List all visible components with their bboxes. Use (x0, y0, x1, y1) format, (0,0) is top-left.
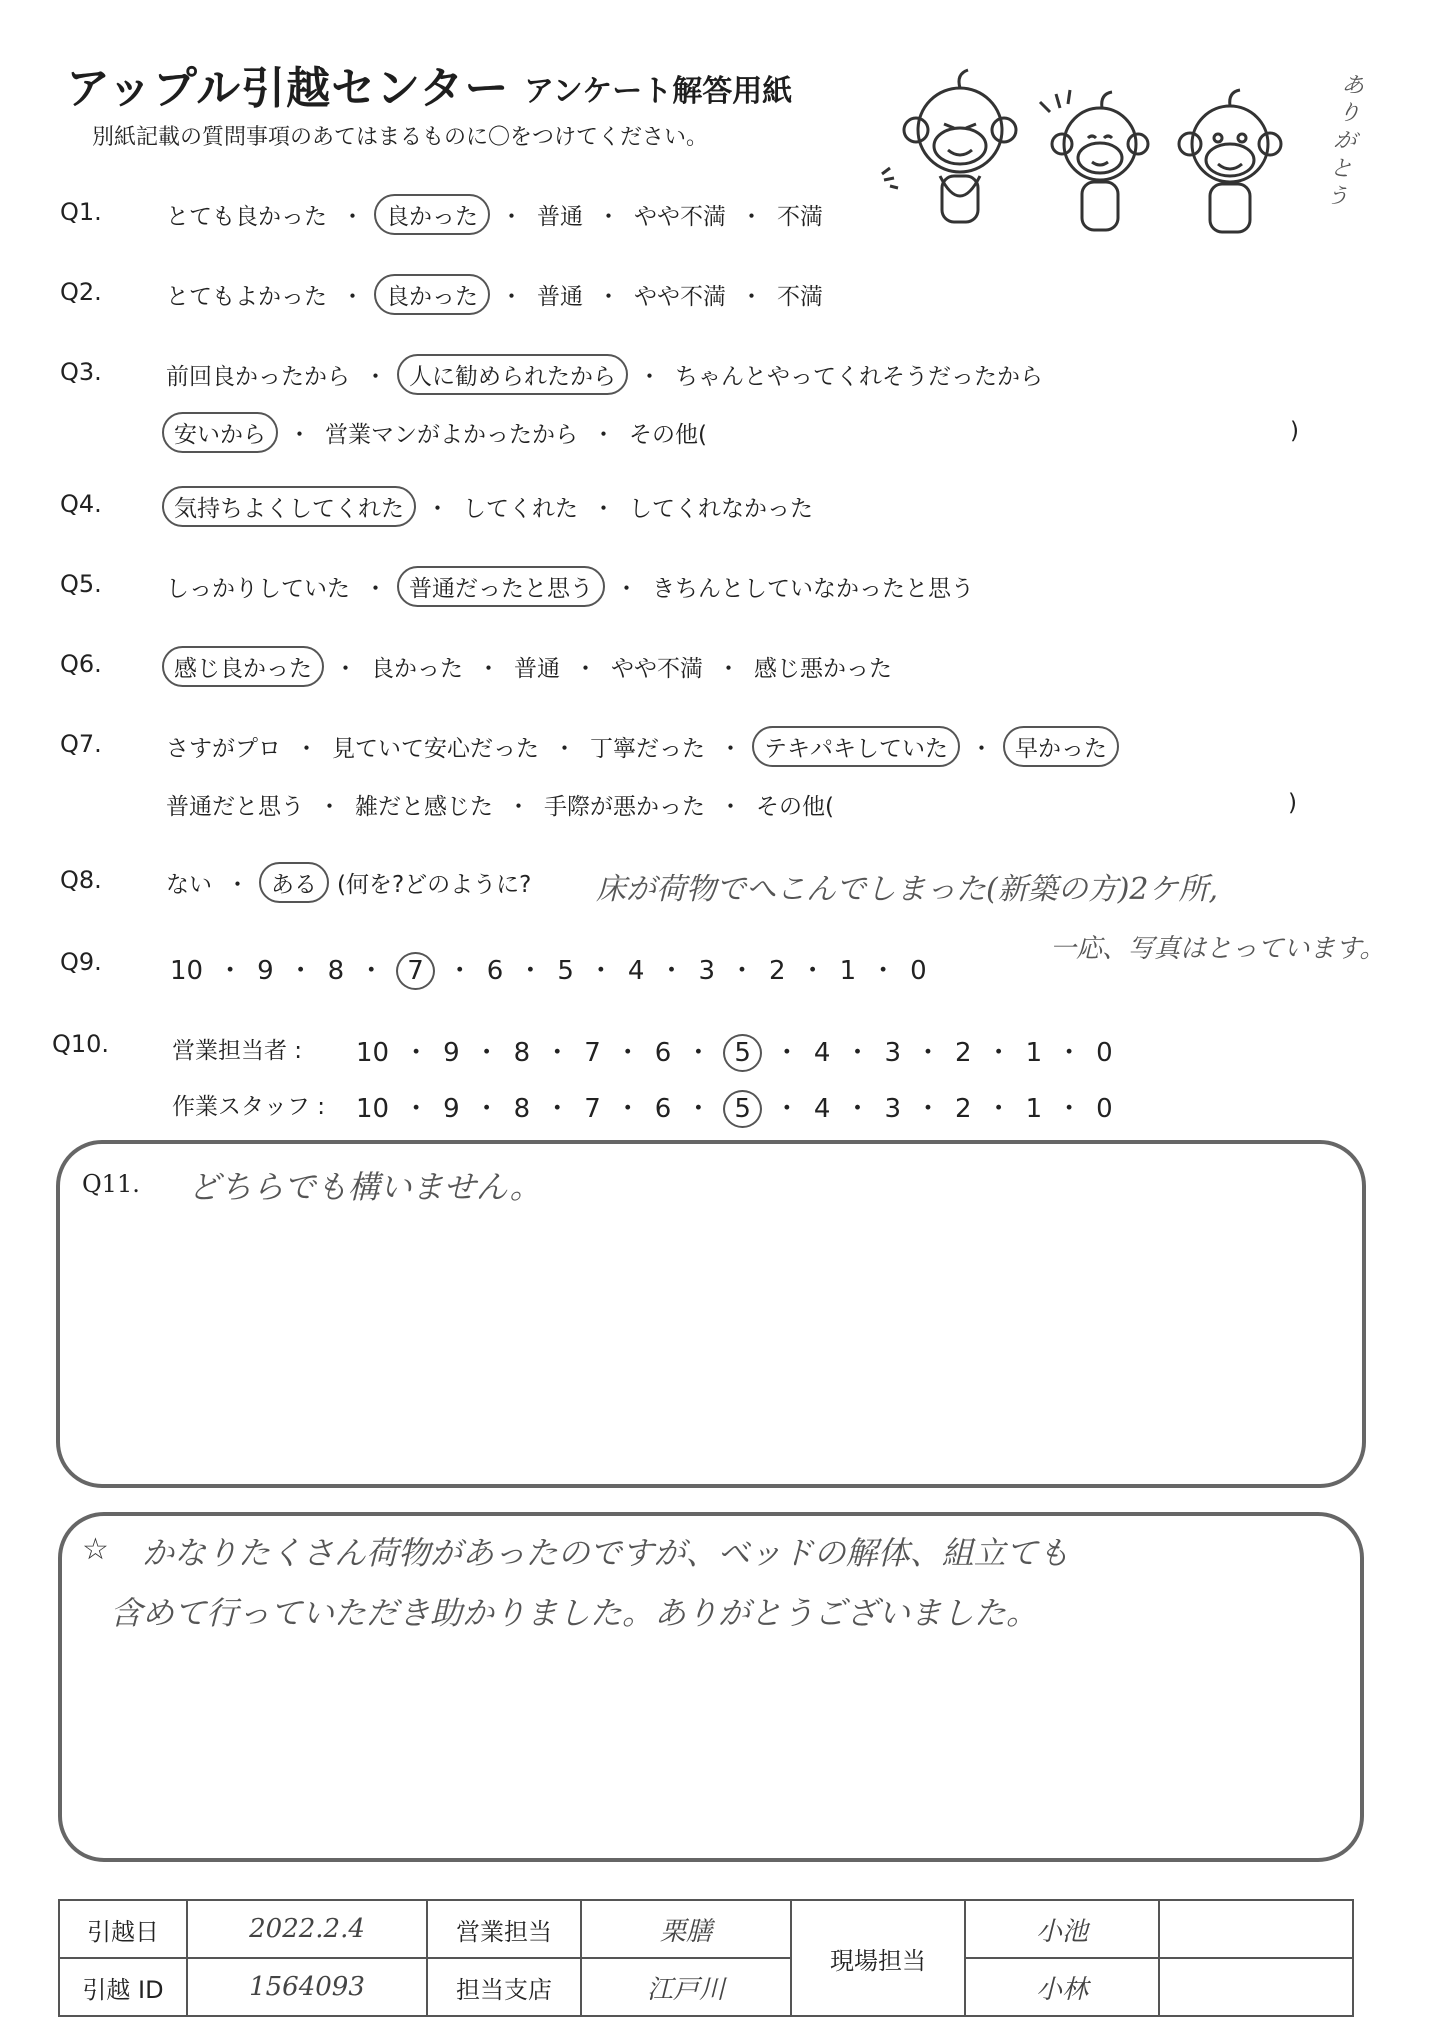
q1-number: Q1. (60, 198, 102, 226)
q2-options: とてもよかった ・ 良かった ・ 普通 ・ やや不満 ・ 不満 (166, 278, 823, 311)
q11-number: Q11. (82, 1170, 140, 1198)
q10-number: Q10. (52, 1030, 110, 1058)
q3-option-5[interactable]: 営業マンがよかったから (325, 422, 578, 448)
q4-option-1-selected[interactable]: 気持ちよくしてくれた (162, 486, 416, 527)
q9-score-1[interactable]: 1 (839, 956, 857, 986)
q1-option-5[interactable]: 不満 (777, 204, 823, 230)
q7-option-3[interactable]: 丁寧だった (590, 736, 705, 762)
q1-option-1[interactable]: とても良かった (166, 204, 327, 230)
q10-staff-9[interactable]: 9 (443, 1094, 460, 1124)
q9-score-10[interactable]: 10 (170, 956, 204, 986)
q9-score-6[interactable]: 6 (486, 956, 504, 986)
comment-handwritten-line1: かなりたくさん荷物があったのですが、ベッドの解体、組立ても (142, 1534, 1070, 1572)
q6-option-4[interactable]: やや不満 (611, 656, 703, 682)
q6-option-3[interactable]: 普通 (514, 656, 560, 682)
q7-option-4-selected[interactable]: テキパキしていた (752, 726, 960, 767)
q10-staff-3[interactable]: 3 (884, 1094, 902, 1124)
q1-option-2-selected[interactable]: 良かった (374, 194, 490, 235)
q10-staff-10[interactable]: 10 (356, 1094, 390, 1124)
q9-score-3[interactable]: 3 (698, 956, 716, 986)
site-staff-label: 現場担当 (791, 1900, 965, 2016)
site-staff-1: 小池 (965, 1900, 1159, 1958)
q10-staff-2[interactable]: 2 (955, 1094, 972, 1124)
q7-options-line1: さすがプロ ・ 見ていて安心だった ・ 丁寧だった ・ テキパキしていた ・ 早かった (166, 730, 1115, 763)
q3-option-3[interactable]: ちゃんとやってくれそうだったから (675, 364, 1043, 390)
q7-options-line2: 普通だと思う ・ 雑だと感じた ・ 手際が悪かった ・ その他( (166, 794, 834, 820)
branch-value: 江戸川 (581, 1958, 791, 2016)
q8-option-none[interactable]: ない (166, 872, 212, 898)
q5-number: Q5. (60, 570, 102, 598)
q7-option-5-selected[interactable]: 早かった (1003, 726, 1119, 767)
q11-handwritten-answer: どちらでも構いません。 (188, 1168, 542, 1206)
q10-sales-8[interactable]: 8 (513, 1038, 531, 1068)
q8-options: ない ・ ある (何を?どのように? (166, 866, 531, 899)
q7-number: Q7. (60, 730, 102, 758)
instruction-text: 別紙記載の質問事項のあてはまるものに〇をつけてください。 (92, 125, 709, 150)
q3-option-2-selected[interactable]: 人に勧められたから (397, 354, 628, 395)
comment-handwritten-line2: 含めて行っていただき助かりました。ありがとうございました。 (110, 1594, 1039, 1632)
thanks-vertical-text: ありがとう (1324, 71, 1366, 211)
move-id-value: 1564093 (187, 1958, 427, 2016)
q10-staff-7[interactable]: 7 (584, 1094, 601, 1124)
q2-option-4[interactable]: やや不満 (634, 284, 726, 310)
q10-sales-5-selected[interactable]: 5 (723, 1034, 762, 1072)
q5-option-3[interactable]: きちんとしていなかったと思う (652, 576, 974, 602)
q10-staff-8[interactable]: 8 (513, 1094, 531, 1124)
q10-sales-1[interactable]: 1 (1025, 1038, 1043, 1068)
q7-option-other[interactable]: その他( (756, 794, 834, 820)
q7-option-1[interactable]: さすがプロ (166, 736, 281, 762)
q7-option-6[interactable]: 普通だと思う (166, 794, 304, 820)
monkey-mascots-illustration (880, 58, 1360, 248)
q5-option-1[interactable]: しっかりしていた (166, 576, 350, 602)
q9-score-5[interactable]: 5 (557, 956, 574, 986)
q10-staff-5-selected[interactable]: 5 (723, 1090, 762, 1128)
q9-number: Q9. (60, 948, 102, 976)
q10-sales-3[interactable]: 3 (884, 1038, 902, 1068)
q3-options-line2: 安いから ・ 営業マンがよかったから ・ その他( (166, 416, 707, 449)
q2-option-3[interactable]: 普通 (537, 284, 583, 310)
branch-label: 担当支店 (427, 1958, 581, 2016)
q7-option-7[interactable]: 雑だと感じた (355, 794, 493, 820)
sales-rep-label: 営業担当 (427, 1900, 581, 1958)
q10-sales-0[interactable]: 0 (1096, 1038, 1113, 1068)
sales-rep-value: 栗膳 (581, 1900, 791, 1958)
move-id-label: 引越 ID (59, 1958, 187, 2016)
q10-staff-label: 作業スタッフ : (172, 1094, 326, 1120)
move-date-label: 引越日 (59, 1900, 187, 1958)
company-title: アップル引越センター (66, 63, 510, 114)
q6-option-2[interactable]: 良かった (371, 656, 463, 682)
q6-option-5[interactable]: 感じ悪かった (754, 656, 892, 682)
q10-sales-10[interactable]: 10 (356, 1038, 390, 1068)
q3-option-4-selected[interactable]: 安いから (162, 412, 278, 453)
q6-number: Q6. (60, 650, 102, 678)
q1-option-3[interactable]: 普通 (537, 204, 583, 230)
q7-close-paren: ) (1288, 790, 1297, 816)
q3-number: Q3. (60, 358, 102, 386)
q10-sales-9[interactable]: 9 (443, 1038, 460, 1068)
q8-handwritten-answer-line2: 一応、写真はとっています。 (1050, 934, 1386, 964)
q10-sales-6[interactable]: 6 (654, 1038, 672, 1068)
q3-options-line1: 前回良かったから ・ 人に勧められたから ・ ちゃんとやってくれそうだったから (166, 358, 1043, 391)
q2-option-2-selected[interactable]: 良かった (374, 274, 490, 315)
q2-number: Q2. (60, 278, 102, 306)
q8-option-yes-selected[interactable]: ある (259, 862, 329, 903)
q10-staff-6[interactable]: 6 (654, 1094, 672, 1124)
q3-close-paren: ) (1290, 418, 1299, 444)
q10-staff-1[interactable]: 1 (1025, 1094, 1043, 1124)
star-icon: ☆ (82, 1532, 109, 1567)
site-staff-2: 小林 (965, 1958, 1159, 2016)
q1-option-4[interactable]: やや不満 (634, 204, 726, 230)
q4-number: Q4. (60, 490, 102, 518)
q6-options: 感じ良かった ・ 良かった ・ 普通 ・ やや不満 ・ 感じ悪かった (166, 650, 892, 683)
q10-sales-label: 営業担当者 : (172, 1038, 303, 1064)
q9-score-0[interactable]: 0 (910, 956, 927, 986)
q1-options: とても良かった ・ 良かった ・ 普通 ・ やや不満 ・ 不満 (166, 198, 823, 231)
q5-options: しっかりしていた ・ 普通だったと思う ・ きちんとしていなかったと思う (166, 570, 974, 603)
q9-score-7-selected[interactable]: 7 (396, 952, 435, 990)
q9-score-8[interactable]: 8 (327, 956, 345, 986)
q10-sales-2[interactable]: 2 (955, 1038, 972, 1068)
q4-option-2[interactable]: してくれた (463, 496, 578, 522)
q7-option-2[interactable]: 見ていて安心だった (332, 736, 539, 762)
q10-sales-4[interactable]: 4 (813, 1038, 831, 1068)
site-staff-empty-2 (1159, 1958, 1353, 2016)
q10-staff-4[interactable]: 4 (813, 1094, 831, 1124)
q4-option-3[interactable]: してくれなかった (629, 496, 813, 522)
q2-option-5[interactable]: 不満 (777, 284, 823, 310)
q10-staff-scale: 10 ・ 9 ・ 8 ・ 7 ・ 6 ・ 5 ・ 4 ・ 3 ・ 2 ・ 1 ・ 0 (356, 1088, 1113, 1125)
q10-staff-0[interactable]: 0 (1096, 1094, 1113, 1124)
q7-option-8[interactable]: 手際が悪かった (544, 794, 705, 820)
q10-sales-7[interactable]: 7 (584, 1038, 601, 1068)
q9-scale: 10 ・ 9 ・ 8 ・ 7 ・ 6 ・ 5 ・ 4 ・ 3 ・ 2 ・ 1 ・ 0 (170, 950, 927, 987)
q8-prompt: (何を?どのように? (337, 872, 532, 898)
form-subtitle: アンケート解答用紙 (524, 74, 793, 109)
q2-option-1[interactable]: とてもよかった (166, 284, 327, 310)
q4-options: 気持ちよくしてくれた ・ してくれた ・ してくれなかった (166, 490, 813, 523)
q8-number: Q8. (60, 866, 102, 894)
q10-sales-scale: 10 ・ 9 ・ 8 ・ 7 ・ 6 ・ 5 ・ 4 ・ 3 ・ 2 ・ 1 ・ 0 (356, 1032, 1113, 1069)
move-date-value: 2022.2.4 (187, 1900, 427, 1958)
q9-score-4[interactable]: 4 (627, 956, 645, 986)
q9-score-9[interactable]: 9 (257, 956, 274, 986)
q9-score-2[interactable]: 2 (769, 956, 786, 986)
footer-info-table (58, 1899, 1354, 2017)
q3-option-1[interactable]: 前回良かったから (166, 364, 350, 390)
q5-option-2-selected[interactable]: 普通だったと思う (397, 566, 605, 607)
q3-option-other[interactable]: その他( (629, 422, 707, 448)
q8-handwritten-answer-line1: 床が荷物でへこんでしまった(新築の方)2ケ所, (596, 872, 1219, 907)
site-staff-empty-1 (1159, 1900, 1353, 1958)
q6-option-1-selected[interactable]: 感じ良かった (162, 646, 324, 687)
